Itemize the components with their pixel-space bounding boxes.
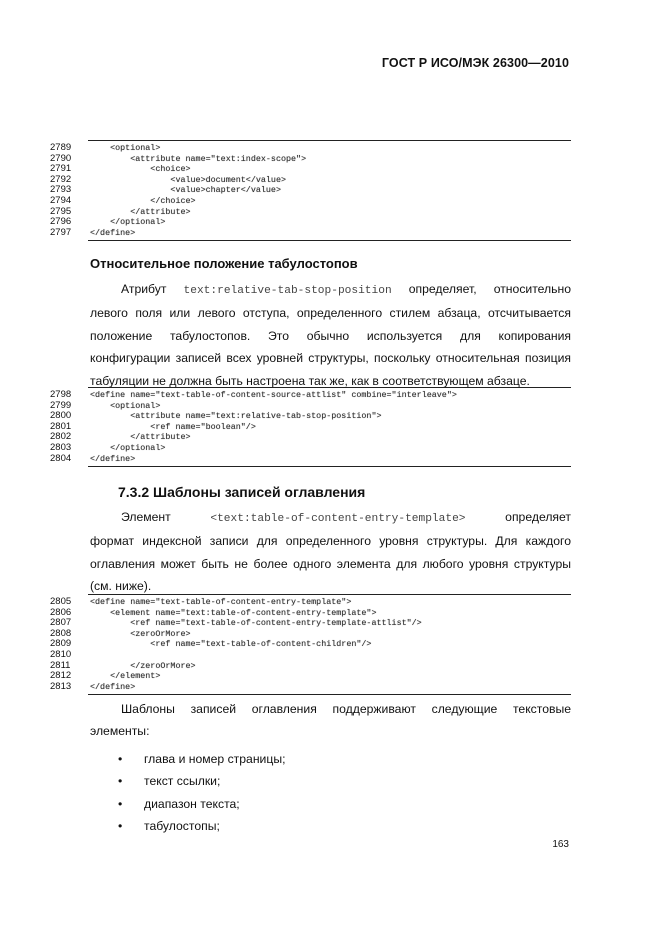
paragraph-entry-template (90, 506, 571, 598)
code-text: <zeroOrMore> (90, 628, 191, 639)
code-line (50, 410, 571, 422)
line-number: 2813 (50, 680, 72, 692)
code-text: </zeroOrMore> (90, 660, 196, 671)
code-term: <text:table-of-content-entry-template> (210, 513, 466, 525)
line-number: 2800 (50, 410, 72, 422)
line-number: 2791 (50, 163, 72, 175)
line-number: 2810 (50, 648, 72, 660)
code-line (50, 173, 571, 186)
section-heading-relative-tab: Относительное положение табулостопов (90, 256, 358, 271)
code-text: <ref name="text-table-of-content-entry-template-attlist"/> (90, 618, 422, 629)
code-line (50, 216, 571, 228)
paragraph-line: оглавления может быть не более одного элемента для любого уровня структуры (90, 556, 571, 571)
code-line (50, 627, 571, 640)
code-term: text:relative-tab-stop-position (183, 285, 392, 297)
code-text: <element name="text:table-of-content-entry-template"> (90, 607, 377, 618)
paragraph-line: положение табулостопов. Это обычно используется для копирования (90, 328, 571, 343)
code-text: <define name="text-table-of-content-source-attlist" combine="interleave"> (90, 390, 457, 400)
line-number: 2790 (50, 152, 72, 164)
code-text: <ref name="boolean"/> (90, 421, 256, 432)
code-text: <value>document</value> (90, 174, 287, 185)
code-line (50, 606, 571, 619)
line-number: 2808 (50, 627, 72, 639)
code-line (50, 226, 571, 239)
code-text: </define> (90, 681, 136, 692)
code-line (50, 420, 571, 433)
code-line (50, 142, 571, 154)
paragraph-line: (см. ниже). (90, 579, 152, 594)
text-run: определяет, относительно (408, 282, 572, 296)
list-item-text: глава и номер страницы; (144, 752, 286, 766)
code-line (50, 596, 571, 608)
code-block-entry-template (50, 594, 571, 695)
code-text: <value>chapter</value> (90, 185, 281, 196)
line-number: 2797 (50, 226, 72, 238)
line-number: 2805 (50, 596, 72, 607)
text-run: Атрибут (121, 282, 184, 296)
code-text: </define> (90, 227, 136, 238)
code-line (50, 670, 571, 682)
line-number: 2796 (50, 216, 72, 228)
code-line (50, 163, 571, 175)
code-text: </element> (90, 671, 161, 682)
bullet-icon: • (118, 752, 123, 766)
code-line (50, 441, 571, 454)
code-block-relative-tab-stop (50, 387, 571, 467)
text-run: Элемент (121, 510, 211, 524)
paragraph-line: левого поля или левого отступа, определенного стилем абзаца, отсчитывается (90, 306, 571, 321)
code-line (50, 399, 571, 412)
line-number: 2801 (50, 420, 72, 432)
section-heading-entry-templates: 7.3.2 Шаблоны записей оглавления (118, 484, 366, 500)
paragraph-line: табуляции не должна быть настроена так же, как в соответствующем абзаце. (90, 373, 530, 388)
code-text: <attribute name="text:index-scope"> (90, 153, 307, 164)
list-item-text: текст ссылки; (144, 774, 221, 789)
line-number: 2806 (50, 606, 72, 618)
line-number: 2804 (50, 452, 72, 464)
code-text: <define name="text-table-of-content-entry-template"> (90, 597, 352, 607)
code-line (50, 648, 571, 661)
document-header: ГОСТ Р ИСО/МЭК 26300—2010 (381, 56, 569, 70)
code-line (50, 452, 571, 465)
list-item-text: табулостопы; (144, 819, 220, 834)
list-item-text: диапазон текста; (144, 796, 240, 811)
line-number: 2789 (50, 142, 72, 153)
code-text: <attribute name="text:relative-tab-stop-position"> (90, 411, 382, 422)
code-line (50, 194, 571, 207)
bullet-icon: • (118, 796, 123, 811)
line-number: 2795 (50, 205, 72, 217)
code-line (50, 431, 571, 443)
code-text: <ref name="text-table-of-content-children"/> (90, 639, 372, 650)
line-number: 2793 (50, 184, 72, 196)
line-number: 2792 (50, 173, 72, 185)
paragraph-relative-tab-stop (90, 278, 571, 392)
line-number: 2803 (50, 441, 72, 453)
line-number: 2811 (50, 659, 71, 671)
bullet-icon: • (118, 774, 123, 789)
code-line (50, 205, 571, 218)
code-line (50, 184, 571, 196)
code-text: </define> (90, 453, 136, 464)
paragraph-line: элементы: (90, 724, 150, 739)
line-number: 2809 (50, 638, 72, 650)
code-line (50, 152, 571, 165)
bullet-icon: • (118, 819, 123, 834)
code-block-index-scope (50, 140, 571, 241)
code-text: <optional> (90, 400, 161, 411)
paragraph-line: Шаблоны записей оглавления поддерживают следующие текстовые (121, 702, 571, 716)
text-run: определяет (505, 510, 571, 524)
code-text: </optional> (90, 217, 166, 228)
code-line (50, 617, 571, 629)
paragraph-line (90, 278, 571, 302)
code-text: </optional> (90, 442, 166, 453)
line-number: 2807 (50, 617, 72, 629)
page-number: 163 (552, 839, 569, 850)
code-text: <choice> (90, 164, 191, 175)
code-line (50, 638, 571, 650)
line-number: 2798 (50, 389, 72, 400)
code-text: </choice> (90, 195, 196, 206)
code-line (50, 389, 571, 401)
code-line (50, 659, 571, 672)
code-text: <optional> (90, 143, 161, 153)
line-number: 2799 (50, 399, 72, 411)
code-text: </attribute> (90, 432, 191, 443)
code-line (50, 680, 571, 693)
paragraph-line (90, 506, 571, 530)
paragraph-supported-elements (90, 698, 571, 743)
paragraph-line: конфигурации записей всех уровней структуры, поскольку относительная позиция (90, 351, 571, 366)
paragraph-line: формат индексной записи для определенного уровня структуры. Для каждого (90, 534, 571, 549)
line-number: 2802 (50, 431, 72, 443)
line-number: 2794 (50, 194, 72, 206)
code-text: </attribute> (90, 206, 191, 217)
line-number: 2812 (50, 670, 72, 682)
